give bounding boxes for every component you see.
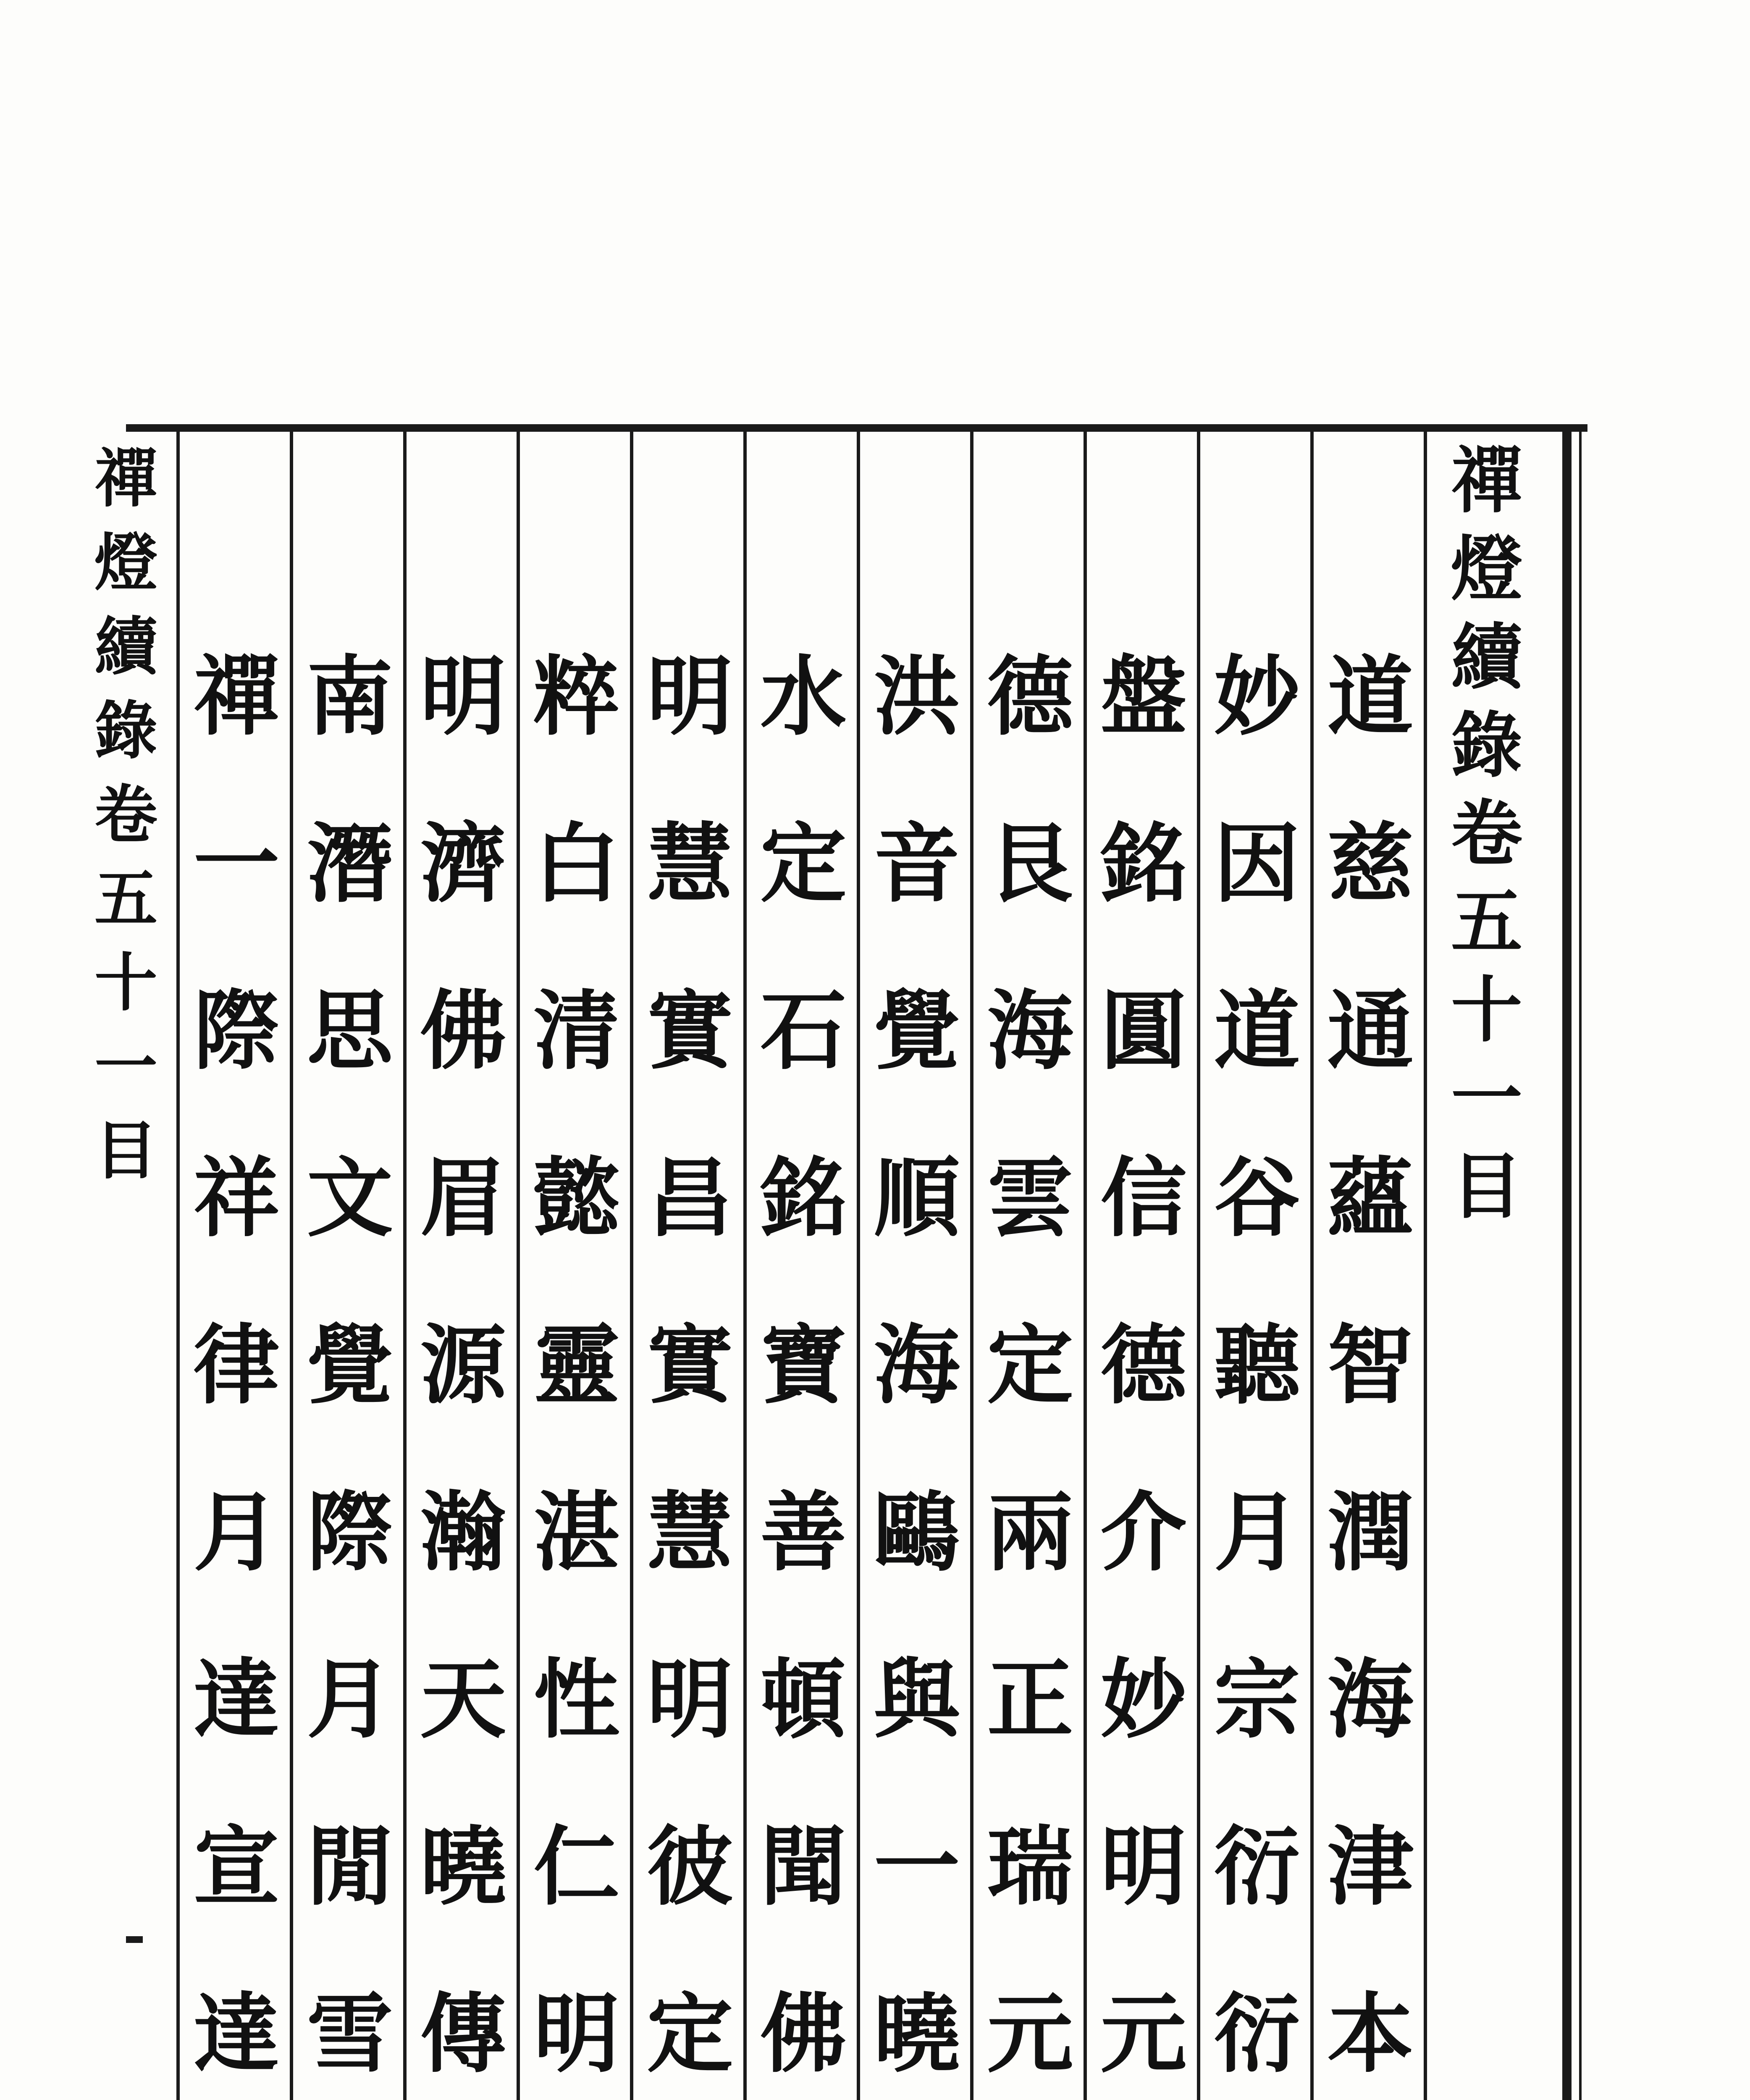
name-char: 月: [1214, 1482, 1300, 1583]
name-char: 南: [307, 646, 393, 747]
name-char: 清: [533, 981, 620, 1082]
name-char: 月: [307, 1649, 393, 1750]
name-char: 達: [193, 1649, 280, 1750]
name-char: 圓: [1100, 981, 1187, 1082]
name-char: 蘊: [1327, 1148, 1414, 1249]
name-column: [520, 613, 633, 2100]
name-char: 津: [1327, 1816, 1414, 1917]
name-char: 通: [1327, 981, 1414, 1082]
name-char: 寶: [760, 1315, 847, 1416]
name-char: 一: [874, 1816, 960, 1917]
name-char: 潤: [1327, 1482, 1414, 1583]
name-column: [1314, 613, 1427, 2100]
name-char: 閒: [307, 1816, 393, 1917]
name-char: 海: [874, 1315, 960, 1416]
name-char: 實: [647, 981, 733, 1082]
name-char: 際: [193, 981, 280, 1082]
title-char: 十: [1451, 968, 1522, 1052]
name-char: 性: [533, 1649, 620, 1750]
name-char: 思: [307, 981, 393, 1082]
name-char: 正: [987, 1649, 1073, 1750]
name-char: 傳: [420, 1984, 506, 2084]
name-char: 元: [987, 1984, 1073, 2084]
title-char: 燈: [1451, 527, 1522, 611]
name-char: 佛: [760, 1984, 847, 2084]
name-char: 潛: [307, 814, 393, 914]
name-char: 靈: [533, 1315, 620, 1416]
name-char: 德: [1100, 1315, 1187, 1416]
name-char: 一: [193, 814, 280, 914]
name-char: 佛: [420, 981, 506, 1082]
name-char: 瀚: [420, 1482, 506, 1583]
gutter-char: 十: [94, 946, 157, 1020]
name-char: 宗: [1214, 1649, 1300, 1750]
gutter-char: 五: [94, 862, 157, 936]
name-char: 善: [760, 1482, 847, 1583]
name-char: 衍: [1214, 1984, 1300, 2084]
name-char: 禪: [193, 646, 280, 747]
name-char: 聽: [1214, 1315, 1300, 1416]
gutter-text: [84, 437, 168, 1193]
name-char: 妙: [1214, 646, 1300, 747]
name-char: 衍: [1214, 1816, 1300, 1917]
name-char: 濟: [420, 814, 506, 914]
name-char: 鷗: [874, 1482, 960, 1583]
name-column: [1087, 613, 1200, 2100]
gutter-char: 目: [94, 1114, 157, 1188]
name-char: 德: [987, 646, 1073, 747]
name-char: 雲: [987, 1148, 1073, 1249]
name-column: [180, 613, 293, 2100]
name-column: [293, 613, 407, 2100]
name-char: 慈: [1327, 814, 1414, 914]
name-char: 眉: [420, 1148, 506, 1249]
name-column: [973, 613, 1087, 2100]
name-char: 兩: [987, 1482, 1073, 1583]
name-char: 曉: [420, 1816, 506, 1917]
name-char: 明: [647, 646, 733, 747]
name-char: 白: [533, 814, 620, 914]
title-char: 卷: [1451, 792, 1522, 876]
name-char: 實: [647, 1315, 733, 1416]
name-char: 達: [193, 1984, 280, 2084]
name-char: 天: [420, 1649, 506, 1750]
name-char: 聞: [760, 1816, 847, 1917]
name-char: 慧: [647, 1482, 733, 1583]
name-char: 與: [874, 1649, 960, 1750]
name-char: 洪: [874, 646, 960, 747]
name-char: 銘: [1100, 814, 1187, 914]
name-char: 順: [874, 1148, 960, 1249]
name-char: 艮: [987, 814, 1073, 914]
name-char: 定: [760, 814, 847, 914]
column-rule: [176, 432, 180, 2100]
name-column: [633, 613, 747, 2100]
name-char: 月: [193, 1482, 280, 1583]
name-char: 明: [420, 646, 506, 747]
gutter-char: 卷: [94, 778, 157, 852]
name-char: 瑞: [987, 1816, 1073, 1917]
name-char: 妙: [1100, 1649, 1187, 1750]
outer-border-right-thin: [1579, 424, 1582, 2100]
name-char: 際: [307, 1482, 393, 1583]
page-mark: [126, 1936, 143, 1943]
title-char: 一: [1451, 1056, 1522, 1140]
title-char: 續: [1451, 615, 1522, 699]
name-char: 智: [1327, 1315, 1414, 1416]
name-char: 定: [647, 1984, 733, 2084]
gutter-char: 錄: [94, 694, 157, 768]
name-char: 彼: [647, 1816, 733, 1917]
name-char: 石: [760, 981, 847, 1082]
title-char: 目: [1451, 1144, 1522, 1228]
name-char: 信: [1100, 1148, 1187, 1249]
name-char: 谷: [1214, 1148, 1300, 1249]
name-column: [747, 613, 860, 2100]
title-char: 禪: [1451, 439, 1522, 523]
name-column: [407, 613, 520, 2100]
name-char: 道: [1214, 981, 1300, 1082]
name-char: 海: [1327, 1649, 1414, 1750]
name-char: 定: [987, 1315, 1073, 1416]
name-char: 銘: [760, 1148, 847, 1249]
name-column: [860, 613, 973, 2100]
name-char: 雪: [307, 1984, 393, 2084]
name-char: 頓: [760, 1649, 847, 1750]
gutter-char: 續: [94, 610, 157, 684]
name-char: 源: [420, 1315, 506, 1416]
name-char: 音: [874, 814, 960, 914]
name-char: 昌: [647, 1148, 733, 1249]
name-char: 曉: [874, 1984, 960, 2084]
name-char: 因: [1214, 814, 1300, 914]
name-char: 覺: [307, 1315, 393, 1416]
name-char: 仁: [533, 1816, 620, 1917]
name-char: 元: [1100, 1984, 1187, 2084]
name-char: 慧: [647, 814, 733, 914]
name-char: 盤: [1100, 646, 1187, 747]
gutter-char: 禪: [94, 442, 157, 516]
name-char: 文: [307, 1148, 393, 1249]
name-char: 宣: [193, 1816, 280, 1917]
name-char: 粹: [533, 646, 620, 747]
outer-border-right: [1562, 424, 1572, 2100]
name-char: 律: [193, 1315, 280, 1416]
title-char: 錄: [1451, 704, 1522, 788]
name-char: 海: [987, 981, 1073, 1082]
name-char: 明: [533, 1984, 620, 2084]
name-char: 湛: [533, 1482, 620, 1583]
name-char: 覺: [874, 981, 960, 1082]
name-char: 明: [1100, 1816, 1187, 1917]
name-char: 介: [1100, 1482, 1187, 1583]
name-char: 明: [647, 1649, 733, 1750]
title-char: 五: [1451, 880, 1522, 964]
gutter-char: 一: [94, 1030, 157, 1104]
name-char: 懿: [533, 1148, 620, 1249]
title-column: [1445, 437, 1529, 1231]
name-char: 道: [1327, 646, 1414, 747]
name-column: [1200, 613, 1314, 2100]
name-char: 本: [1327, 1984, 1414, 2084]
name-char: 祥: [193, 1148, 280, 1249]
name-char: 水: [760, 646, 847, 747]
gutter-char: 燈: [94, 526, 157, 600]
